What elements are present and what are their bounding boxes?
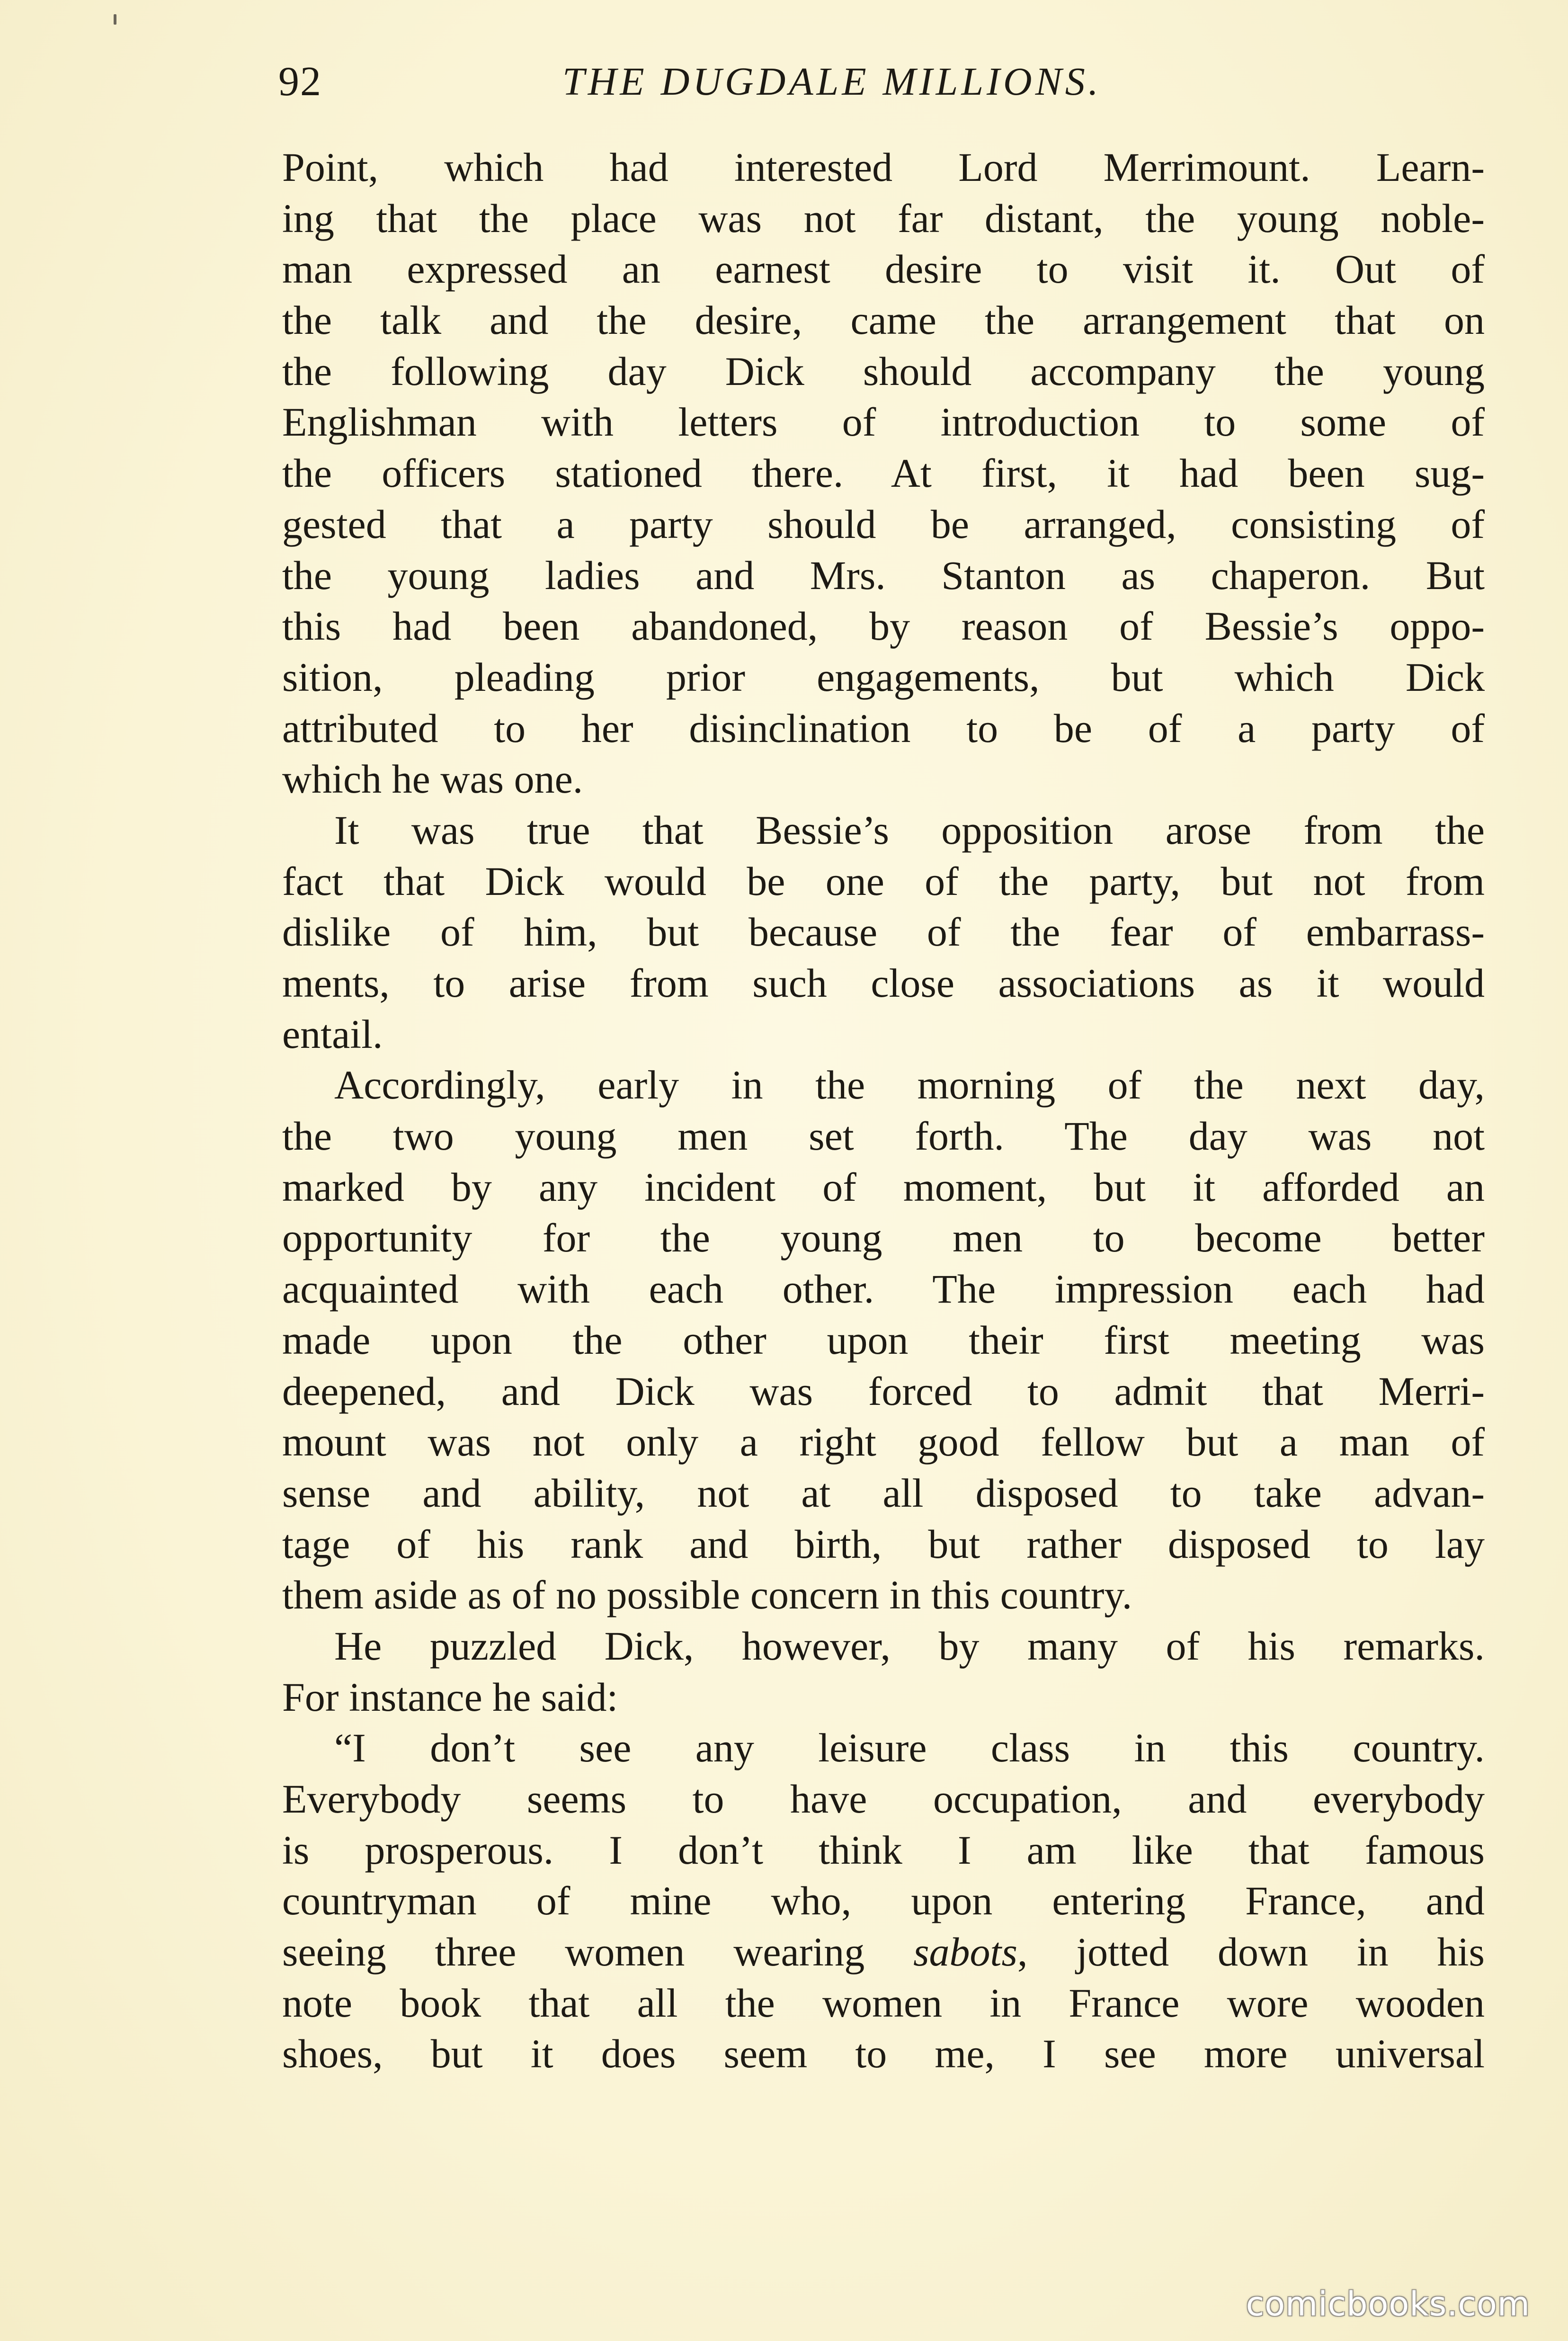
text-line: It was true that Bessie’s opposition arose from the xyxy=(334,807,1485,853)
text-line: Englishman with letters of introduction to some of xyxy=(282,399,1485,445)
text-line: acquainted with each other. The impression each had xyxy=(282,1266,1485,1312)
text-line: “I don’t see any leisure class in this country. xyxy=(334,1725,1485,1771)
text-line: sition, pleading prior engagements, but which Dick xyxy=(282,654,1485,700)
book-title: THE DUGDALE MILLIONS. xyxy=(562,60,1102,104)
watermark-text: comicbooks.com xyxy=(1246,2285,1530,2323)
text-line: the talk and the desire, came the arrangement that on xyxy=(282,297,1485,343)
text-line: He puzzled Dick, however, by many of his remarks. xyxy=(334,1623,1485,1669)
text-line: tage of his rank and birth, but rather disposed to lay xyxy=(282,1521,1485,1567)
text-line: fact that Dick would be one of the party, but not from xyxy=(282,858,1485,904)
text-line: note book that all the women in France wore wooden xyxy=(282,1980,1485,2026)
text-line: marked by any incident of moment, but it afforded an xyxy=(282,1164,1485,1210)
text-line: the officers stationed there. At first, it had been sug- xyxy=(282,450,1485,496)
text-line: opportunity for the young men to become better xyxy=(282,1215,1485,1261)
text-line: Accordingly, early in the morning of the next day, xyxy=(334,1062,1485,1108)
text-line: ing that the place was not far distant, the young noble- xyxy=(282,195,1485,241)
text-line: entail. xyxy=(282,1011,383,1057)
text-line: Point, which had interested Lord Merrimount. Learn- xyxy=(282,144,1485,190)
text-line xyxy=(282,1927,1485,1978)
text-line: shoes, but it does seem to me, I see more universal xyxy=(282,2031,1485,2077)
text-line: countryman of mine who, upon entering France, and xyxy=(282,1878,1485,1924)
text-line: this had been abandoned, by reason of Bessie’s oppo- xyxy=(282,603,1485,649)
text-line: made upon the other upon their first meeting was xyxy=(282,1317,1485,1363)
text-line: the young ladies and Mrs. Stanton as chaperon. But xyxy=(282,552,1485,598)
page-number: 92 xyxy=(278,59,322,105)
text-line: For instance he said: xyxy=(282,1674,618,1720)
text-line: attributed to her disinclination to be of a party of xyxy=(282,705,1485,751)
text-line: is prosperous. I don’t think I am like that famous xyxy=(282,1827,1485,1873)
italic-word: sabots xyxy=(913,1929,1017,1975)
running-head xyxy=(278,56,1481,108)
text-segment: , jotted down in his xyxy=(1017,1929,1485,1975)
text-line: them aside as of no possible concern in this country. xyxy=(282,1572,1132,1618)
print-speck xyxy=(114,14,116,25)
text-line: Everybody seems to have occupation, and everybody xyxy=(282,1776,1485,1822)
text-line: sense and ability, not at all disposed to take advan- xyxy=(282,1470,1485,1516)
text-line: the following day Dick should accompany the young xyxy=(282,348,1485,394)
text-segment: seeing three women wearing xyxy=(282,1929,914,1975)
text-line: ments, to arise from such close associations as it would xyxy=(282,960,1485,1006)
text-line: gested that a party should be arranged, consisting of xyxy=(282,501,1485,547)
text-line: deepened, and Dick was forced to admit that Merri- xyxy=(282,1368,1485,1414)
text-line: the two young men set forth. The day was not xyxy=(282,1113,1485,1159)
body-text xyxy=(282,142,1485,2080)
text-line: which he was one. xyxy=(282,756,583,802)
text-line: man expressed an earnest desire to visit it. Out of xyxy=(282,246,1485,292)
text-line: mount was not only a right good fellow but a man of xyxy=(282,1419,1485,1465)
text-line: dislike of him, but because of the fear of embarrass- xyxy=(282,909,1485,955)
